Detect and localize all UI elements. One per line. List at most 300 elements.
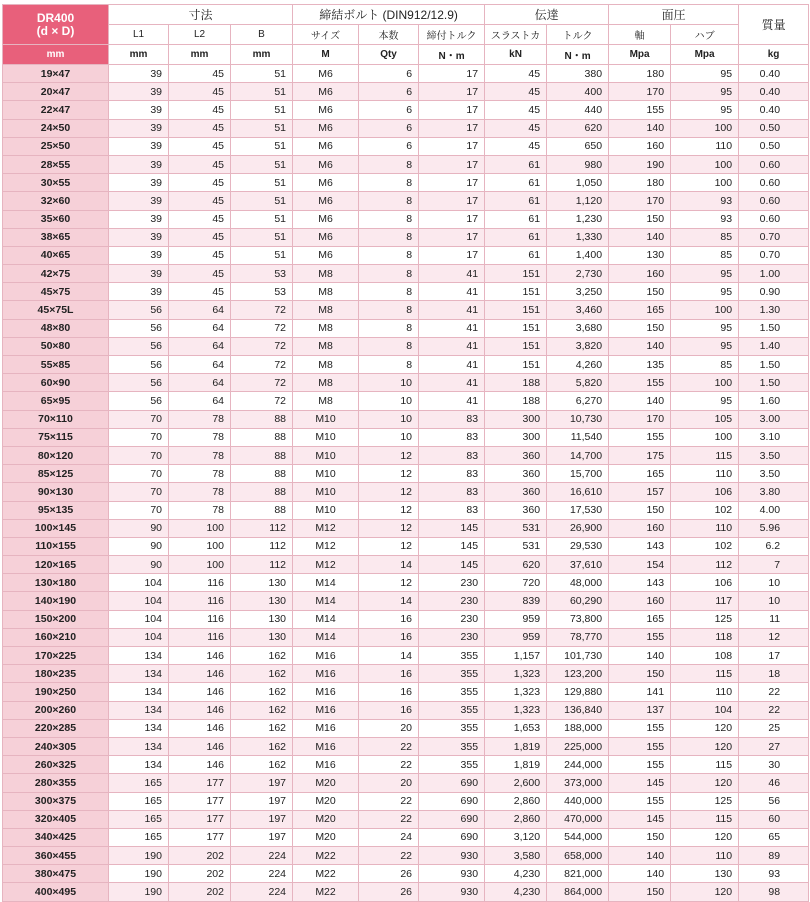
table-row xyxy=(3,319,809,337)
table-row xyxy=(3,792,809,810)
shaft-pressure-cell: 165 xyxy=(609,301,671,319)
b-cell: 51 xyxy=(231,101,293,119)
shaft-pressure-cell: 165 xyxy=(609,610,671,628)
bolt-size-cell: M16 xyxy=(293,701,359,719)
table-row xyxy=(3,446,809,464)
hub-pressure-cell: 130 xyxy=(671,865,739,883)
mass-cell: 10 xyxy=(739,592,809,610)
l1-cell: 190 xyxy=(109,847,169,865)
b-cell: 224 xyxy=(231,883,293,901)
l1-cell: 165 xyxy=(109,792,169,810)
thrust-cell: 61 xyxy=(485,155,547,173)
l2-cell: 45 xyxy=(169,155,231,173)
torque-cell: 1,400 xyxy=(547,246,609,264)
torque-cell: 73,800 xyxy=(547,610,609,628)
l1-cell: 165 xyxy=(109,828,169,846)
hub-pressure-cell: 95 xyxy=(671,83,739,101)
b-cell: 162 xyxy=(231,665,293,683)
table-row xyxy=(3,265,809,283)
torque-cell: 101,730 xyxy=(547,647,609,665)
thrust-cell: 720 xyxy=(485,574,547,592)
bolt-size-cell: M6 xyxy=(293,83,359,101)
thrust-cell: 1,157 xyxy=(485,647,547,665)
l2-cell: 202 xyxy=(169,865,231,883)
tightening-torque-cell: 230 xyxy=(419,574,485,592)
l2-cell: 45 xyxy=(169,174,231,192)
bolt-count-cell: 14 xyxy=(359,647,419,665)
l1-cell: 190 xyxy=(109,865,169,883)
mass-cell: 98 xyxy=(739,883,809,901)
shaft-pressure-cell: 154 xyxy=(609,556,671,574)
mass-cell: 30 xyxy=(739,756,809,774)
hub-pressure-cell: 100 xyxy=(671,174,739,192)
shaft-pressure-cell: 140 xyxy=(609,865,671,883)
table-row xyxy=(3,647,809,665)
column-header-bolt-count: 本数 xyxy=(359,25,419,45)
mass-cell: 1.50 xyxy=(739,319,809,337)
torque-cell: 440,000 xyxy=(547,792,609,810)
thrust-cell: 151 xyxy=(485,283,547,301)
tightening-torque-cell: 230 xyxy=(419,628,485,646)
l2-cell: 146 xyxy=(169,719,231,737)
l2-cell: 45 xyxy=(169,210,231,228)
mass-cell: 0.70 xyxy=(739,246,809,264)
mass-cell: 0.60 xyxy=(739,210,809,228)
b-cell: 72 xyxy=(231,374,293,392)
shaft-pressure-cell: 140 xyxy=(609,337,671,355)
hub-pressure-cell: 102 xyxy=(671,501,739,519)
shaft-pressure-cell: 150 xyxy=(609,319,671,337)
model-cell: 170×225 xyxy=(3,647,109,665)
hub-pressure-cell: 120 xyxy=(671,719,739,737)
torque-cell: 6,270 xyxy=(547,392,609,410)
table-row xyxy=(3,374,809,392)
hub-pressure-cell: 100 xyxy=(671,119,739,137)
model-cell: 380×475 xyxy=(3,865,109,883)
thrust-cell: 360 xyxy=(485,465,547,483)
bolt-count-cell: 26 xyxy=(359,865,419,883)
l1-cell: 70 xyxy=(109,410,169,428)
torque-cell: 17,530 xyxy=(547,501,609,519)
hub-pressure-cell: 95 xyxy=(671,337,739,355)
b-cell: 224 xyxy=(231,847,293,865)
model-cell: 35×60 xyxy=(3,210,109,228)
table-row xyxy=(3,610,809,628)
thrust-cell: 45 xyxy=(485,101,547,119)
shaft-pressure-cell: 170 xyxy=(609,83,671,101)
l1-cell: 134 xyxy=(109,683,169,701)
unit-hub: Mpa xyxy=(671,45,739,65)
mass-cell: 6.2 xyxy=(739,537,809,555)
bolt-count-cell: 14 xyxy=(359,592,419,610)
bolt-size-cell: M8 xyxy=(293,283,359,301)
b-cell: 53 xyxy=(231,283,293,301)
bolt-size-cell: M10 xyxy=(293,465,359,483)
l1-cell: 134 xyxy=(109,719,169,737)
b-cell: 112 xyxy=(231,556,293,574)
model-cell: 24×50 xyxy=(3,119,109,137)
b-cell: 162 xyxy=(231,683,293,701)
table-row xyxy=(3,65,809,83)
torque-cell: 244,000 xyxy=(547,756,609,774)
shaft-pressure-cell: 140 xyxy=(609,392,671,410)
thrust-cell: 360 xyxy=(485,483,547,501)
l2-cell: 64 xyxy=(169,319,231,337)
hub-pressure-cell: 93 xyxy=(671,192,739,210)
bolt-size-cell: M6 xyxy=(293,65,359,83)
thrust-cell: 1,819 xyxy=(485,756,547,774)
bolt-size-cell: M6 xyxy=(293,174,359,192)
thrust-cell: 531 xyxy=(485,519,547,537)
hub-pressure-cell: 85 xyxy=(671,246,739,264)
bolt-count-cell: 16 xyxy=(359,701,419,719)
tightening-torque-cell: 17 xyxy=(419,192,485,210)
tightening-torque-cell: 355 xyxy=(419,737,485,755)
model-cell: 38×65 xyxy=(3,228,109,246)
b-cell: 112 xyxy=(231,519,293,537)
model-cell: 45×75L xyxy=(3,301,109,319)
bolt-size-cell: M10 xyxy=(293,501,359,519)
l2-cell: 64 xyxy=(169,392,231,410)
l1-cell: 56 xyxy=(109,392,169,410)
bolt-count-cell: 8 xyxy=(359,319,419,337)
torque-cell: 123,200 xyxy=(547,665,609,683)
model-cell: 340×425 xyxy=(3,828,109,846)
bolt-group-header: 締結ボルト (DIN912/12.9) xyxy=(293,5,485,25)
b-cell: 51 xyxy=(231,174,293,192)
model-dimension-label: (d × D) xyxy=(36,23,75,38)
hub-pressure-cell: 100 xyxy=(671,155,739,173)
tightening-torque-cell: 17 xyxy=(419,119,485,137)
tightening-torque-cell: 17 xyxy=(419,65,485,83)
mass-cell: 18 xyxy=(739,665,809,683)
tightening-torque-cell: 355 xyxy=(419,719,485,737)
hub-pressure-cell: 100 xyxy=(671,428,739,446)
model-header xyxy=(3,5,109,45)
l2-cell: 116 xyxy=(169,628,231,646)
mass-cell: 56 xyxy=(739,792,809,810)
model-cell: 50×80 xyxy=(3,337,109,355)
thrust-cell: 3,580 xyxy=(485,847,547,865)
torque-cell: 373,000 xyxy=(547,774,609,792)
thrust-cell: 300 xyxy=(485,410,547,428)
l1-cell: 39 xyxy=(109,83,169,101)
tightening-torque-cell: 17 xyxy=(419,137,485,155)
bolt-count-cell: 12 xyxy=(359,519,419,537)
bolt-size-cell: M12 xyxy=(293,537,359,555)
table-row xyxy=(3,628,809,646)
bolt-count-cell: 14 xyxy=(359,556,419,574)
table-row xyxy=(3,574,809,592)
thrust-cell: 151 xyxy=(485,265,547,283)
torque-cell: 3,680 xyxy=(547,319,609,337)
l1-cell: 70 xyxy=(109,428,169,446)
shaft-pressure-cell: 160 xyxy=(609,137,671,155)
tightening-torque-cell: 690 xyxy=(419,774,485,792)
thrust-cell: 620 xyxy=(485,556,547,574)
thrust-cell: 959 xyxy=(485,610,547,628)
b-cell: 72 xyxy=(231,337,293,355)
bolt-size-cell: M8 xyxy=(293,265,359,283)
thrust-cell: 4,230 xyxy=(485,865,547,883)
b-cell: 224 xyxy=(231,865,293,883)
mass-cell: 3.10 xyxy=(739,428,809,446)
model-cell: 120×165 xyxy=(3,556,109,574)
thrust-cell: 2,600 xyxy=(485,774,547,792)
bolt-count-cell: 26 xyxy=(359,883,419,901)
b-cell: 88 xyxy=(231,465,293,483)
bolt-count-cell: 8 xyxy=(359,337,419,355)
tightening-torque-cell: 230 xyxy=(419,610,485,628)
tightening-torque-cell: 41 xyxy=(419,283,485,301)
hub-pressure-cell: 115 xyxy=(671,756,739,774)
table-row xyxy=(3,756,809,774)
thrust-cell: 1,323 xyxy=(485,665,547,683)
l2-cell: 116 xyxy=(169,592,231,610)
b-cell: 162 xyxy=(231,701,293,719)
mass-cell: 1.40 xyxy=(739,337,809,355)
torque-cell: 188,000 xyxy=(547,719,609,737)
tightening-torque-cell: 930 xyxy=(419,865,485,883)
unit-bolt-size: M xyxy=(293,45,359,65)
model-cell: 32×60 xyxy=(3,192,109,210)
mass-cell: 4.00 xyxy=(739,501,809,519)
hub-pressure-cell: 95 xyxy=(671,319,739,337)
table-row xyxy=(3,155,809,173)
model-cell: 100×145 xyxy=(3,519,109,537)
bolt-count-cell: 12 xyxy=(359,465,419,483)
bolt-size-cell: M14 xyxy=(293,628,359,646)
tightening-torque-cell: 355 xyxy=(419,701,485,719)
tightening-torque-cell: 355 xyxy=(419,665,485,683)
tightening-torque-cell: 41 xyxy=(419,319,485,337)
l1-cell: 165 xyxy=(109,810,169,828)
shaft-pressure-cell: 150 xyxy=(609,883,671,901)
mass-cell: 3.50 xyxy=(739,465,809,483)
shaft-pressure-cell: 170 xyxy=(609,192,671,210)
torque-cell: 544,000 xyxy=(547,828,609,846)
thrust-cell: 1,323 xyxy=(485,701,547,719)
l1-cell: 39 xyxy=(109,283,169,301)
l2-cell: 177 xyxy=(169,810,231,828)
hub-pressure-cell: 95 xyxy=(671,101,739,119)
model-cell: 320×405 xyxy=(3,810,109,828)
thrust-cell: 61 xyxy=(485,210,547,228)
l1-cell: 39 xyxy=(109,174,169,192)
column-header-bolt-size: サイズ xyxy=(293,25,359,45)
thrust-cell: 45 xyxy=(485,83,547,101)
bolt-count-cell: 12 xyxy=(359,537,419,555)
mass-cell: 0.50 xyxy=(739,119,809,137)
thrust-cell: 45 xyxy=(485,65,547,83)
l2-cell: 202 xyxy=(169,883,231,901)
unit-l1: mm xyxy=(109,45,169,65)
torque-cell: 1,330 xyxy=(547,228,609,246)
tightening-torque-cell: 355 xyxy=(419,683,485,701)
shaft-pressure-cell: 170 xyxy=(609,410,671,428)
unit-tightening-torque: N・m xyxy=(419,45,485,65)
l1-cell: 39 xyxy=(109,210,169,228)
thrust-cell: 1,323 xyxy=(485,683,547,701)
shaft-pressure-cell: 143 xyxy=(609,537,671,555)
l2-cell: 177 xyxy=(169,828,231,846)
l1-cell: 39 xyxy=(109,228,169,246)
hub-pressure-cell: 110 xyxy=(671,137,739,155)
b-cell: 72 xyxy=(231,356,293,374)
shaft-pressure-cell: 165 xyxy=(609,465,671,483)
thrust-cell: 151 xyxy=(485,337,547,355)
mass-cell: 3.50 xyxy=(739,446,809,464)
b-cell: 53 xyxy=(231,265,293,283)
l1-cell: 104 xyxy=(109,610,169,628)
table-row xyxy=(3,847,809,865)
thrust-cell: 151 xyxy=(485,301,547,319)
mass-cell: 3.00 xyxy=(739,410,809,428)
torque-cell: 48,000 xyxy=(547,574,609,592)
thrust-cell: 3,120 xyxy=(485,828,547,846)
bolt-size-cell: M6 xyxy=(293,101,359,119)
b-cell: 162 xyxy=(231,737,293,755)
model-series-label: DR400 xyxy=(36,10,75,25)
torque-cell: 37,610 xyxy=(547,556,609,574)
l2-cell: 202 xyxy=(169,847,231,865)
shaft-pressure-cell: 150 xyxy=(609,283,671,301)
b-cell: 197 xyxy=(231,774,293,792)
l2-cell: 45 xyxy=(169,283,231,301)
b-cell: 88 xyxy=(231,501,293,519)
l1-cell: 56 xyxy=(109,356,169,374)
mass-cell: 0.90 xyxy=(739,283,809,301)
bolt-count-cell: 24 xyxy=(359,828,419,846)
b-cell: 88 xyxy=(231,483,293,501)
tightening-torque-cell: 41 xyxy=(419,392,485,410)
hub-pressure-cell: 102 xyxy=(671,537,739,555)
table-row xyxy=(3,246,809,264)
table-row xyxy=(3,737,809,755)
hub-pressure-cell: 95 xyxy=(671,65,739,83)
bolt-size-cell: M10 xyxy=(293,446,359,464)
table-row xyxy=(3,210,809,228)
table-row xyxy=(3,665,809,683)
bolt-count-cell: 10 xyxy=(359,392,419,410)
model-cell: 360×455 xyxy=(3,847,109,865)
torque-cell: 658,000 xyxy=(547,847,609,865)
model-cell: 55×85 xyxy=(3,356,109,374)
bolt-size-cell: M8 xyxy=(293,337,359,355)
bolt-size-cell: M16 xyxy=(293,665,359,683)
thrust-cell: 360 xyxy=(485,501,547,519)
l1-cell: 56 xyxy=(109,374,169,392)
tightening-torque-cell: 145 xyxy=(419,537,485,555)
bolt-size-cell: M10 xyxy=(293,410,359,428)
torque-cell: 620 xyxy=(547,119,609,137)
column-header-torque: トルク xyxy=(547,25,609,45)
thrust-cell: 2,860 xyxy=(485,792,547,810)
bolt-size-cell: M8 xyxy=(293,301,359,319)
mass-cell: 46 xyxy=(739,774,809,792)
l1-cell: 90 xyxy=(109,556,169,574)
hub-pressure-cell: 105 xyxy=(671,410,739,428)
l1-cell: 56 xyxy=(109,319,169,337)
l1-cell: 56 xyxy=(109,301,169,319)
hub-pressure-cell: 95 xyxy=(671,283,739,301)
hub-pressure-cell: 104 xyxy=(671,701,739,719)
thrust-cell: 61 xyxy=(485,174,547,192)
hub-pressure-cell: 115 xyxy=(671,665,739,683)
l2-cell: 45 xyxy=(169,65,231,83)
tightening-torque-cell: 41 xyxy=(419,337,485,355)
model-cell: 160×210 xyxy=(3,628,109,646)
mass-cell: 17 xyxy=(739,647,809,665)
l1-cell: 134 xyxy=(109,737,169,755)
bolt-count-cell: 8 xyxy=(359,246,419,264)
tightening-torque-cell: 690 xyxy=(419,792,485,810)
l1-cell: 90 xyxy=(109,519,169,537)
model-cell: 25×50 xyxy=(3,137,109,155)
hub-pressure-cell: 110 xyxy=(671,519,739,537)
b-cell: 197 xyxy=(231,810,293,828)
torque-cell: 1,050 xyxy=(547,174,609,192)
l1-cell: 70 xyxy=(109,501,169,519)
shaft-pressure-cell: 180 xyxy=(609,65,671,83)
thrust-cell: 188 xyxy=(485,374,547,392)
tightening-torque-cell: 83 xyxy=(419,501,485,519)
bolt-size-cell: M6 xyxy=(293,246,359,264)
shaft-pressure-cell: 190 xyxy=(609,155,671,173)
column-header-l2: L2 xyxy=(169,25,231,45)
model-unit: mm xyxy=(3,45,109,65)
bolt-count-cell: 6 xyxy=(359,65,419,83)
bolt-count-cell: 6 xyxy=(359,119,419,137)
model-cell: 30×55 xyxy=(3,174,109,192)
bolt-size-cell: M6 xyxy=(293,119,359,137)
bolt-count-cell: 8 xyxy=(359,356,419,374)
bolt-count-cell: 8 xyxy=(359,301,419,319)
b-cell: 51 xyxy=(231,228,293,246)
shaft-pressure-cell: 160 xyxy=(609,265,671,283)
mass-cell: 10 xyxy=(739,574,809,592)
table-row xyxy=(3,701,809,719)
tightening-torque-cell: 41 xyxy=(419,265,485,283)
bolt-count-cell: 8 xyxy=(359,283,419,301)
l2-cell: 78 xyxy=(169,465,231,483)
bolt-count-cell: 12 xyxy=(359,574,419,592)
bolt-count-cell: 6 xyxy=(359,101,419,119)
l2-cell: 45 xyxy=(169,83,231,101)
hub-pressure-cell: 110 xyxy=(671,847,739,865)
bolt-size-cell: M6 xyxy=(293,155,359,173)
l1-cell: 165 xyxy=(109,774,169,792)
torque-cell: 1,230 xyxy=(547,210,609,228)
table-row xyxy=(3,283,809,301)
bolt-size-cell: M14 xyxy=(293,610,359,628)
hub-pressure-cell: 118 xyxy=(671,628,739,646)
l2-cell: 177 xyxy=(169,774,231,792)
hub-pressure-cell: 125 xyxy=(671,792,739,810)
model-cell: 48×80 xyxy=(3,319,109,337)
b-cell: 162 xyxy=(231,647,293,665)
bolt-size-cell: M16 xyxy=(293,756,359,774)
thrust-cell: 959 xyxy=(485,628,547,646)
b-cell: 51 xyxy=(231,246,293,264)
l2-cell: 116 xyxy=(169,574,231,592)
model-cell: 200×260 xyxy=(3,701,109,719)
bolt-count-cell: 8 xyxy=(359,210,419,228)
table-row xyxy=(3,465,809,483)
b-cell: 88 xyxy=(231,428,293,446)
model-cell: 220×285 xyxy=(3,719,109,737)
torque-cell: 3,820 xyxy=(547,337,609,355)
